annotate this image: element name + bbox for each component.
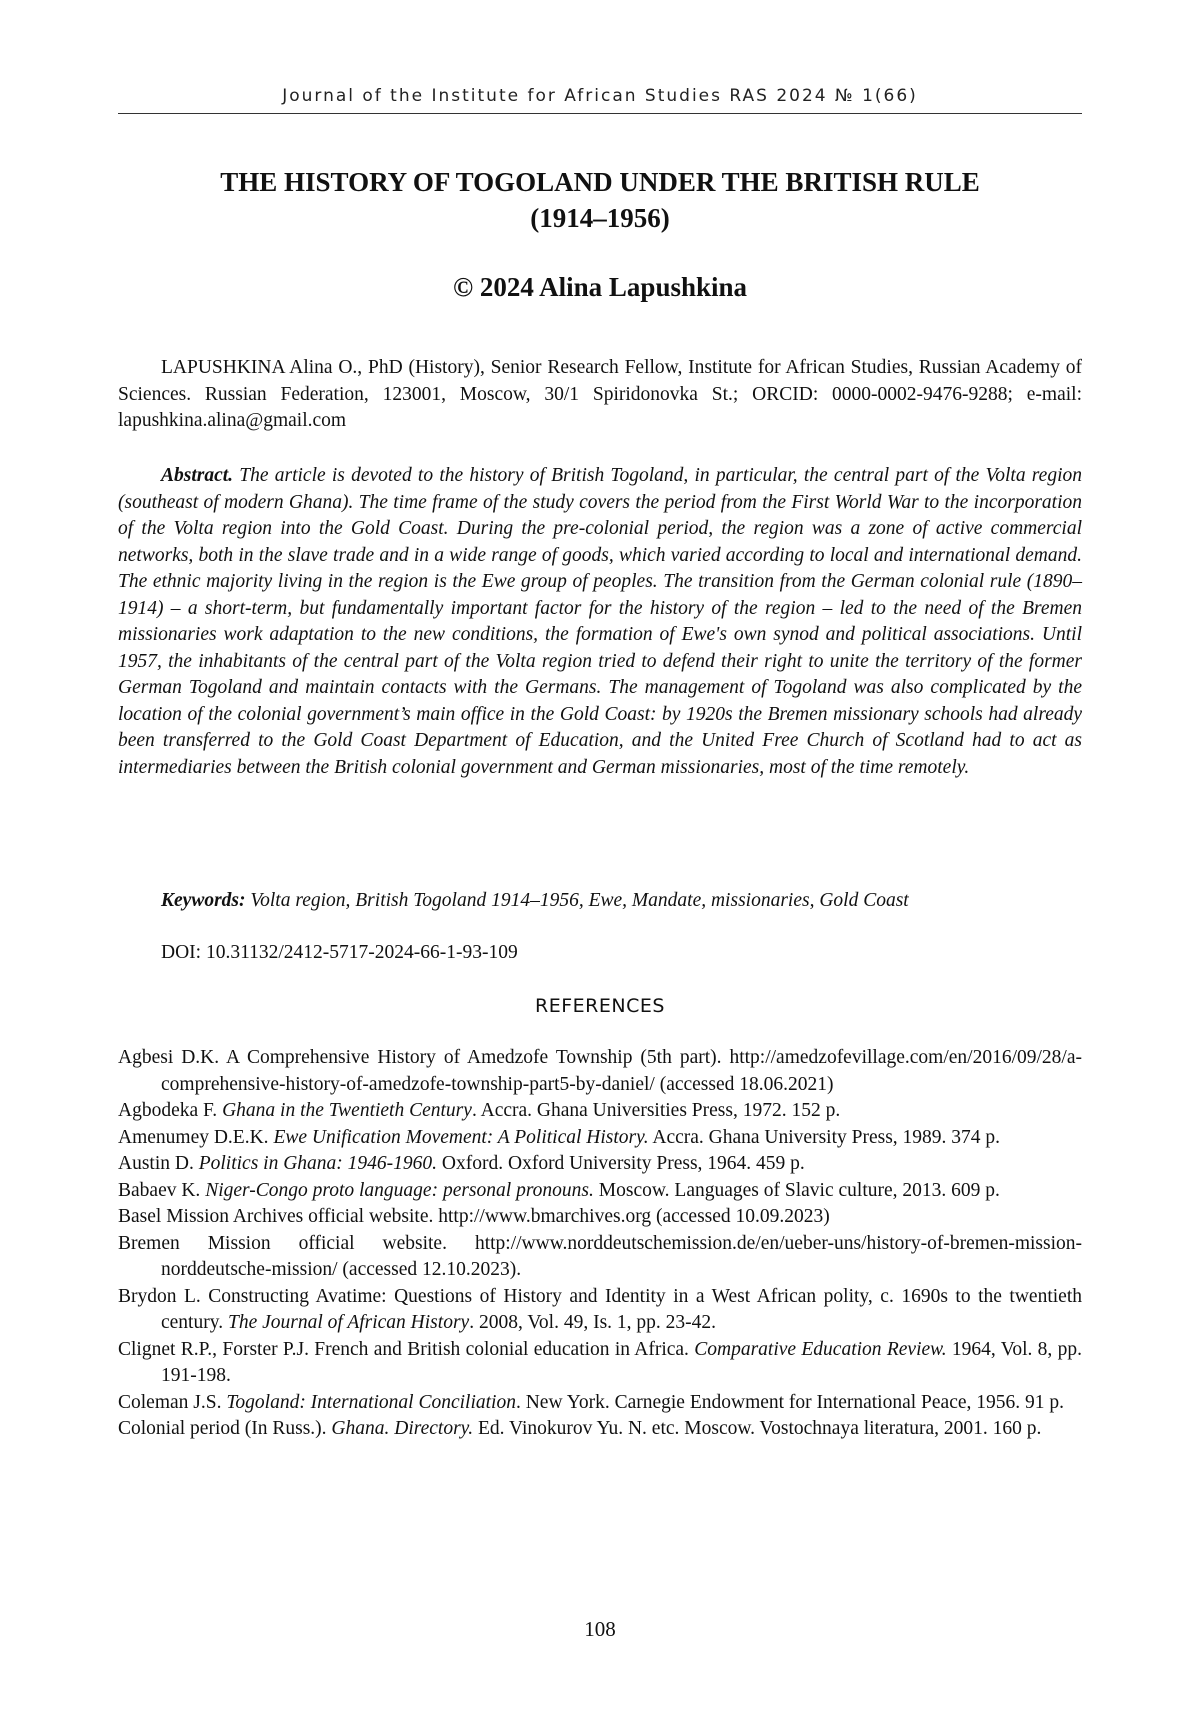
title-line-1: THE HISTORY OF TOGOLAND UNDER THE BRITISH RULE: [220, 167, 980, 197]
abstract: [118, 463, 1082, 781]
doi: DOI: 10.31132/2412-5717-2024-66-1-93-109: [161, 942, 518, 963]
reference-item: Clignet R.P., Forster P.J. French and British colonial education in Africa. Comparative Education Review. 1964, Vol. 8, pp. 191-198.: [118, 1338, 1082, 1386]
reference-item: Basel Mission Archives official website. http://www.bmarchives.org (accessed 10.09.2023): [118, 1206, 830, 1227]
references-heading: REFERENCES: [535, 995, 665, 1017]
keywords-text: Volta region, British Togoland 1914–1956, Ewe, Mandate, missionaries, Gold Coast: [250, 890, 909, 911]
abstract-label: Abstract.: [161, 465, 234, 486]
reference-item: Brydon L. Constructing Avatime: Questions of History and Identity in a West African polity, c. 1690s to the twentieth century. The Journal of African History. 2008, Vol. 49, Is. 1, pp. 23-42.: [118, 1285, 1082, 1333]
page-number: 108: [584, 1617, 616, 1641]
reference-item: Amenumey D.E.K. Ewe Unification Movement: A Political History. Accra. Ghana University Press, 1989. 374 p.: [118, 1126, 1001, 1148]
reference-item: Coleman J.S. Togoland: International Conciliation. New York. Carnegie Endowment for International Peace, 1956. 91 p.: [118, 1391, 1065, 1413]
reference-item: Bremen Mission official website. http://www.norddeutschemission.de/en/ueber-uns/history-of-bremen-mission-norddeutsche-mission/ (accessed 12.10.2023).: [118, 1232, 1082, 1280]
header-rule: [118, 113, 1082, 114]
keywords-label: Keywords:: [161, 890, 246, 911]
reference-item: Babaev K. Niger-Congo proto language: personal pronouns. Moscow. Languages of Slavic culture, 2013. 609 p.: [118, 1179, 1000, 1201]
article-title: [118, 164, 1082, 236]
reference-item: Colonial period (In Russ.). Ghana. Directory. Ed. Vinokurov Yu. N. etc. Moscow. Vostochnaya literatura, 2001. 160 p.: [118, 1418, 1042, 1439]
author-line: © 2024 Alina Lapushkina: [452, 272, 748, 302]
running-header: Journal of the Institute for African Studies RAS 2024 № 1(66): [282, 86, 918, 106]
reference-item: Austin D. Politics in Ghana: 1946-1960. Oxford. Oxford University Press, 1964. 459 p.: [118, 1153, 805, 1174]
reference-item: Agbodeka F. Ghana in the Twentieth Century. Accra. Ghana Universities Press, 1972. 152 p.: [118, 1100, 841, 1121]
author-affiliation: LAPUSHKINA Alina O., PhD (History), Senior Research Fellow, Institute for African Studies, Russian Academy of Sciences. Russian Federation, 123001, Moscow, 30/1 Spiridonovka St.; ORCID: 0000-0002-9476-9288; e-mail: lapushkina.alina@gmail.com: [118, 357, 1082, 431]
title-line-2: (1914–1956): [530, 203, 670, 233]
abstract-text: The article is devoted to the history of British Togoland, in particular, the central part of the Volta region (southeast of modern Ghana). The time frame of the study covers the period from the First World War to the incorporation of the Volta region into the Gold Coast. During the pre-colonial period, the region was a zone of active commercial networks, both in the slave trade and in a wide range of goods, which varied according to local and international demand. The ethnic majority living in the region is the Ewe group of peoples. The transition from the German colonial rule (1890–1914) – a short-term, but fundamentally important factor for the history of the region – led to the need of the Bremen missionaries work adaptation to the new conditions, the formation of Ewe's own synod and political associations. Until 1957, the inhabitants of the central part of the Volta region tried to defend their right to unite the territory of the former German Togoland and maintain contacts with the Germans. The management of Togoland was also complicated by the location of the colonial government’s main office in the Gold Coast: by 1920s the Bremen missionary schools had already been transferred to the Gold Coast Department of Education, and the United Free Church of Scotland had to act as intermediaries between the British colonial government and German missionaries, most of the time remotely.: [118, 465, 1082, 778]
reference-item: Agbesi D.K. A Comprehensive History of Amedzofe Township (5th part). http://amedzofevillage.com/en/2016/09/28/a-comprehensive-history-of-amedzofe-township-part5-by-daniel/ (accessed 18.06.2021): [118, 1047, 1082, 1095]
references-list: [118, 1045, 1082, 1443]
keywords: [118, 888, 1082, 914]
